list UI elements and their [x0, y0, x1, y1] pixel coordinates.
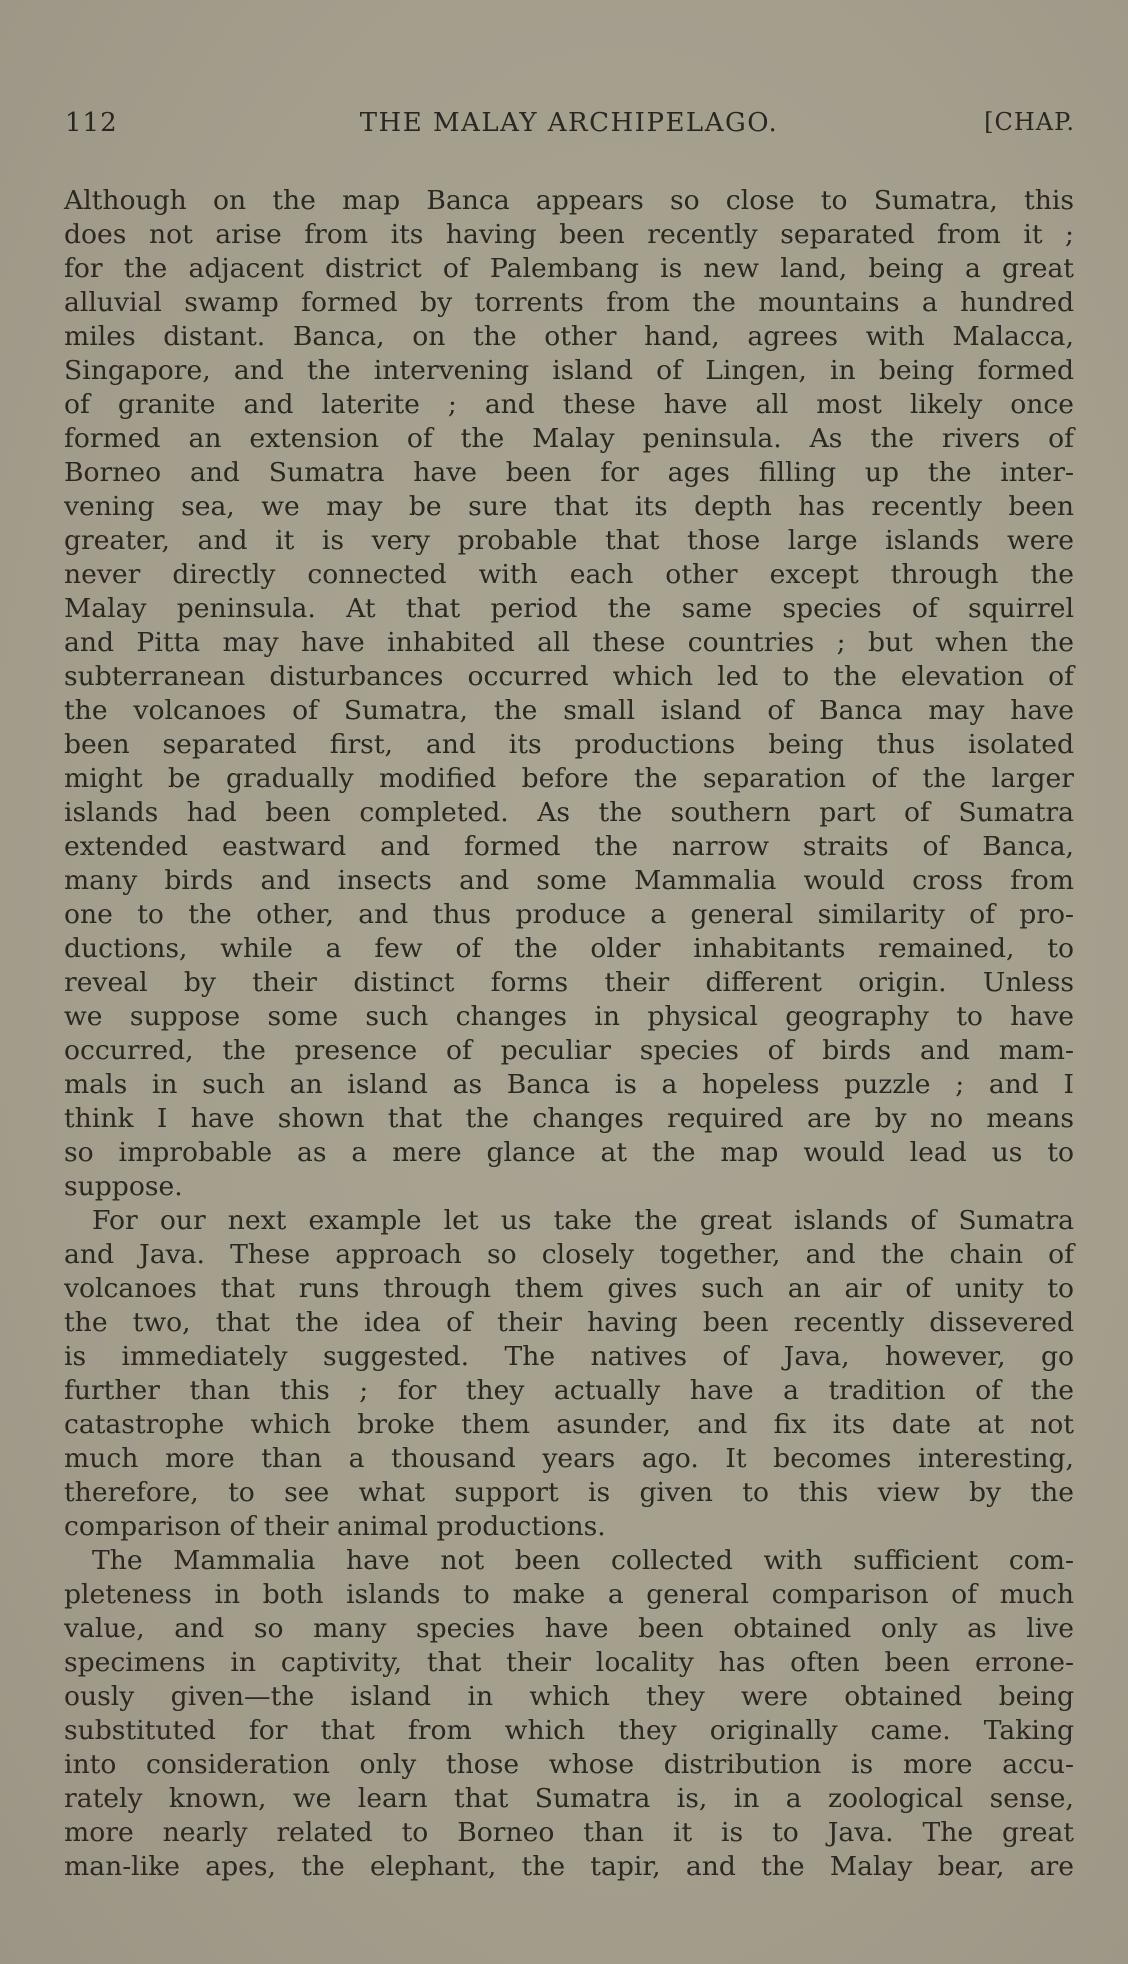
text-line: substituted for that from which they originally came. Taking — [64, 1715, 1074, 1746]
text-line: alluvial swamp formed by torrents from the mountains a hundred — [64, 287, 1074, 318]
text-line: the volcanoes of Sumatra, the small island of Banca may have — [64, 695, 1074, 726]
text-line: many birds and insects and some Mammalia would cross from — [64, 865, 1074, 896]
text-line: mals in such an island as Banca is a hopeless puzzle ; and I — [64, 1069, 1074, 1100]
text-line: rately known, we learn that Sumatra is, in a zoological sense, — [64, 1783, 1074, 1814]
text-line: is immediately suggested. The natives of Java, however, go — [64, 1341, 1074, 1372]
text-line: Singapore, and the intervening island of Lingen, in being formed — [64, 355, 1074, 386]
text-line: much more than a thousand years ago. It becomes interesting, — [64, 1443, 1074, 1474]
text-line: Borneo and Sumatra have been for ages filling up the inter- — [64, 457, 1074, 488]
text-line: formed an extension of the Malay peninsula. As the rivers of — [64, 423, 1074, 454]
text-line: more nearly related to Borneo than it is to Java. The great — [64, 1817, 1074, 1848]
text-line: and Pitta may have inhabited all these countries ; but when the — [64, 627, 1074, 658]
text-line: never directly connected with each other except through the — [64, 559, 1074, 590]
text-line: For our next example let us take the great islands of Sumatra — [92, 1205, 1074, 1236]
text-line: vening sea, we may be sure that its depth has recently been — [64, 491, 1074, 522]
page-number: 112 — [65, 108, 118, 138]
text-line: been separated first, and its productions being thus isolated — [64, 729, 1074, 760]
text-line: greater, and it is very probable that those large islands were — [64, 525, 1074, 556]
text-line: comparison of their animal productions. — [64, 1511, 606, 1542]
body-text — [64, 184, 1074, 1884]
text-line: extended eastward and formed the narrow straits of Banca, — [64, 831, 1074, 862]
text-line: reveal by their distinct forms their different origin. Unless — [64, 967, 1074, 998]
text-line: pleteness in both islands to make a general comparison of much — [64, 1579, 1074, 1610]
text-line: Although on the map Banca appears so close to Sumatra, this — [64, 185, 1074, 216]
text-line: The Mammalia have not been collected with sufficient com- — [92, 1545, 1074, 1576]
text-line: ductions, while a few of the older inhabitants remained, to — [64, 933, 1074, 964]
text-line: value, and so many species have been obtained only as live — [64, 1613, 1074, 1644]
text-line: therefore, to see what support is given to this view by the — [64, 1477, 1074, 1508]
text-line: occurred, the presence of peculiar species of birds and mam- — [64, 1035, 1074, 1066]
text-line: might be gradually modified before the separation of the larger — [64, 763, 1074, 794]
text-line: into consideration only those whose distribution is more accu- — [64, 1749, 1074, 1780]
text-line: does not arise from its having been recently separated from it ; — [64, 219, 1074, 250]
text-line: think I have shown that the changes required are by no means — [64, 1103, 1074, 1134]
text-line: subterranean disturbances occurred which led to the elevation of — [64, 661, 1074, 692]
text-line: volcanoes that runs through them gives such an air of unity to — [64, 1273, 1074, 1304]
text-line: specimens in captivity, that their locality has often been errone- — [64, 1647, 1074, 1678]
text-line: man-like apes, the elephant, the tapir, and the Malay bear, are — [64, 1851, 1074, 1882]
running-head — [63, 108, 1075, 148]
text-line: Malay peninsula. At that period the same species of squirrel — [64, 593, 1074, 624]
text-line: miles distant. Banca, on the other hand, agrees with Malacca, — [64, 321, 1074, 352]
text-line: suppose. — [64, 1171, 183, 1202]
text-line: for the adjacent district of Palembang is new land, being a great — [64, 253, 1074, 284]
book-title: THE MALAY ARCHIPELAGO. — [359, 108, 779, 138]
text-line: ously given—the island in which they were obtained being — [64, 1681, 1074, 1712]
text-line: islands had been completed. As the southern part of Sumatra — [64, 797, 1074, 828]
text-line: further than this ; for they actually have a tradition of the — [64, 1375, 1074, 1406]
text-line: and Java. These approach so closely together, and the chain of — [64, 1239, 1074, 1270]
chapter-marker: [CHAP. — [984, 108, 1075, 136]
text-line: we suppose some such changes in physical geography to have — [64, 1001, 1074, 1032]
text-line: the two, that the idea of their having been recently dissevered — [64, 1307, 1074, 1338]
text-line: so improbable as a mere glance at the map would lead us to — [64, 1137, 1074, 1168]
text-line: one to the other, and thus produce a general similarity of pro- — [64, 899, 1074, 930]
text-line: of granite and laterite ; and these have all most likely once — [64, 389, 1074, 420]
text-line: catastrophe which broke them asunder, and fix its date at not — [64, 1409, 1074, 1440]
